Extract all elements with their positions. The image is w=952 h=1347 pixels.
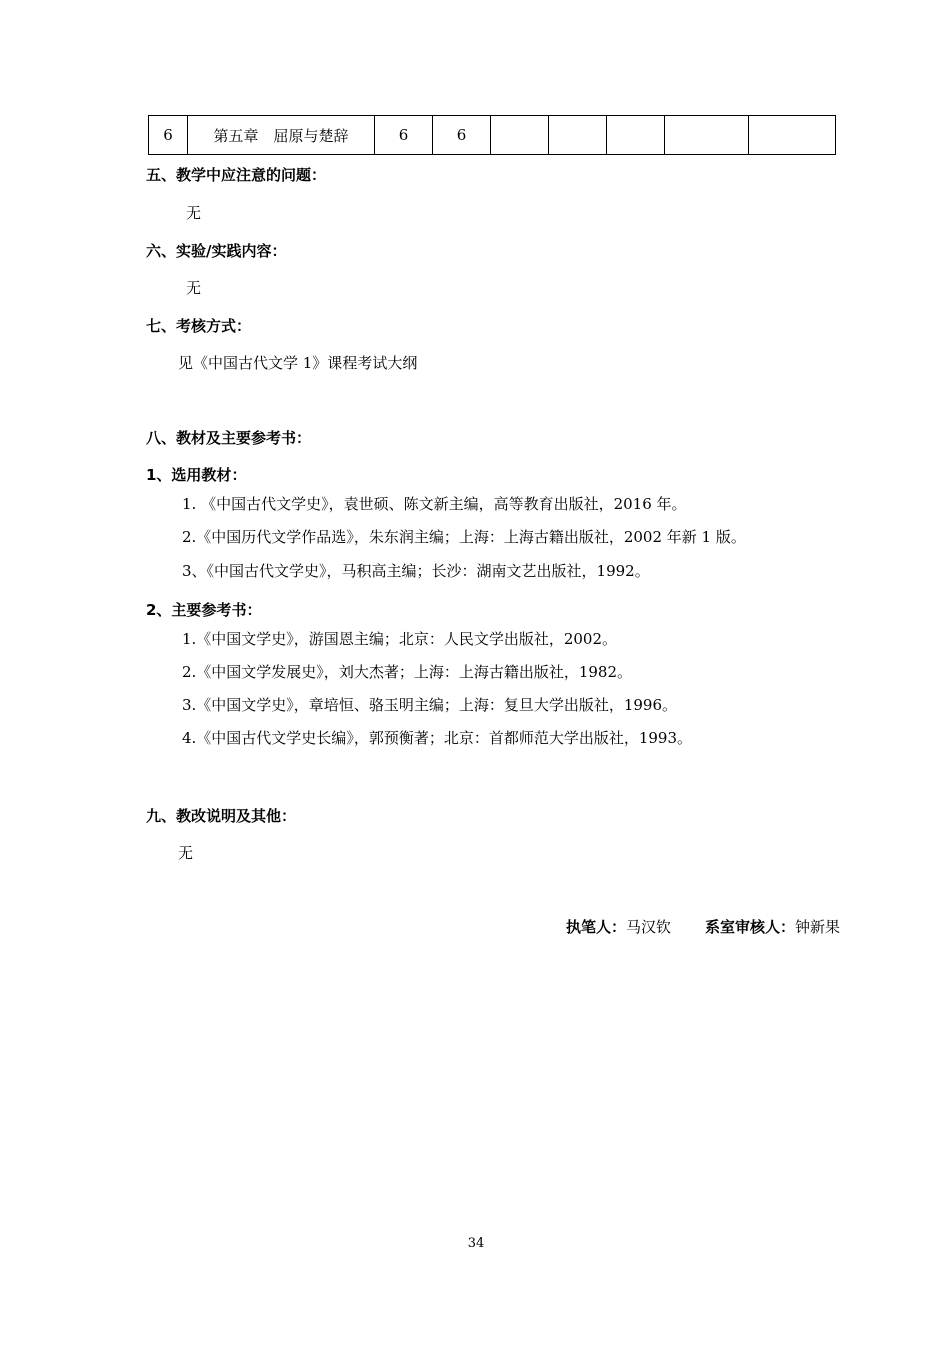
empty-cell [607, 116, 665, 155]
schedule-table [148, 115, 836, 155]
empty-cell [491, 116, 549, 155]
list-item: 2.《中国文学发展史》，刘大杰著；上海：上海古籍出版社，1982。 [182, 663, 632, 681]
list-item: 4.《中国古代文学史长编》，郭预衡著；北京：首都师范大学出版社，1993。 [182, 729, 692, 747]
textbooks-subheading: 1、选用教材： [146, 466, 247, 484]
page-number: 34 [467, 1236, 485, 1251]
reviewer-label: 系室审核人： [704, 918, 795, 936]
section-7-body: 见《中国古代文学 1》课程考试大纲 [178, 354, 418, 372]
writer-name: 马汉钦 [625, 918, 671, 936]
references-subheading: 2、主要参考书： [146, 601, 262, 619]
list-item: 3.《中国文学史》，章培恒、骆玉明主编；上海：复旦大学出版社，1996。 [182, 696, 677, 714]
section-5-heading: 五、教学中应注意的问题： [146, 166, 327, 184]
empty-cell [665, 116, 749, 155]
list-item: 3、《中国古代文学史》，马积高主编；长沙：湖南文艺出版社，1992。 [182, 562, 650, 580]
section-7-heading: 七、考核方式： [146, 317, 252, 335]
empty-cell [749, 116, 836, 155]
signature-line [566, 916, 840, 937]
chapter-cell: 第五章 屈原与楚辞 [188, 116, 375, 155]
total-hours-cell: 6 [375, 116, 433, 155]
section-6-body: 无 [186, 279, 202, 297]
section-5-body: 无 [186, 204, 202, 222]
writer-label: 执笔人： [565, 918, 626, 936]
section-9-heading: 九、教改说明及其他： [146, 807, 297, 825]
section-8-heading: 八、教材及主要参考书： [146, 429, 312, 447]
list-item: 2.《中国历代文学作品选》，朱东润主编；上海：上海古籍出版社，2002 年新 1 版。 [182, 528, 746, 546]
lecture-hours-cell: 6 [433, 116, 491, 155]
list-item: 1.《中国文学史》，游国恩主编；北京：人民文学出版社，2002。 [182, 630, 617, 648]
row-number-cell: 6 [149, 116, 188, 155]
reviewer-name: 钟新果 [794, 918, 840, 936]
empty-cell [549, 116, 607, 155]
section-9-body: 无 [178, 844, 194, 862]
table-row [149, 116, 836, 155]
section-6-heading: 六、实验/实践内容： [146, 242, 287, 260]
list-item: 1. 《中国古代文学史》，袁世硕、陈文新主编，高等教育出版社，2016 年。 [182, 495, 687, 513]
